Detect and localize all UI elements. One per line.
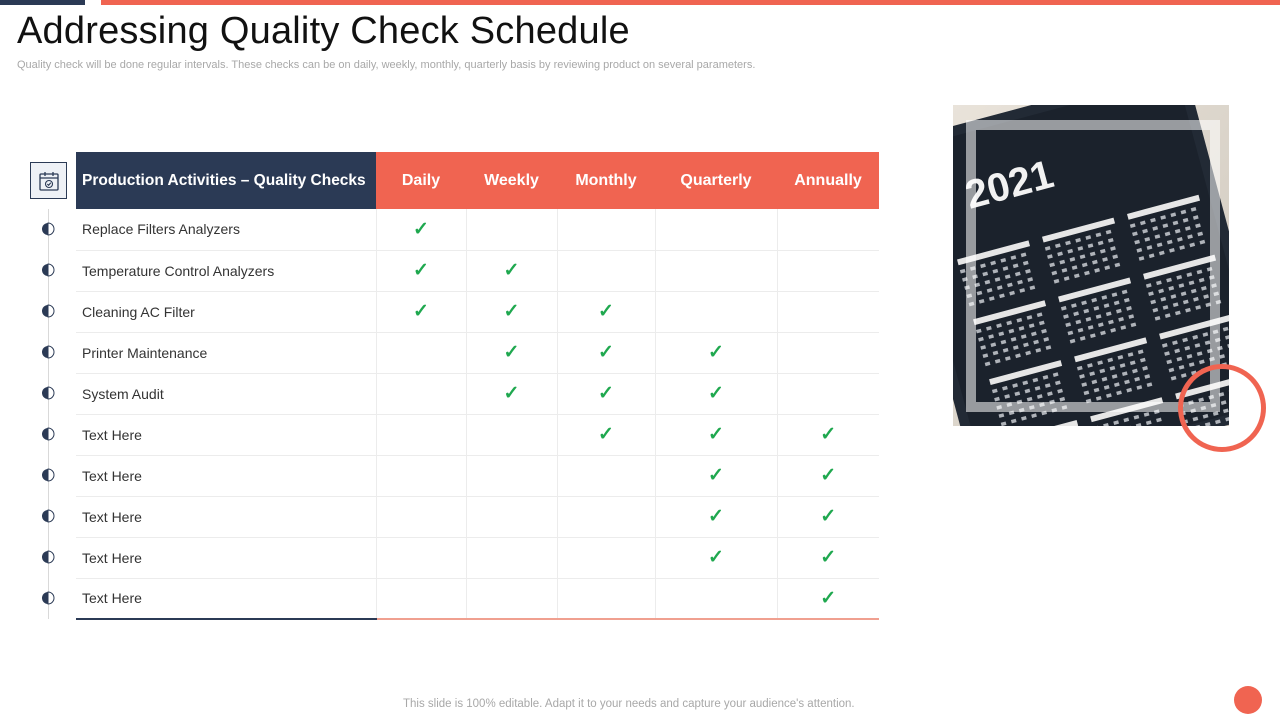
activity-cell: Cleaning AC Filter — [76, 291, 376, 332]
half-circle-bullet-icon — [41, 550, 55, 564]
check-cell-daily — [376, 537, 466, 578]
checkmark-icon: ✓ — [413, 260, 429, 281]
check-cell-quarterly — [655, 250, 777, 291]
check-cell-daily — [376, 373, 466, 414]
check-cell-daily — [376, 250, 466, 291]
check-cell-monthly — [557, 250, 655, 291]
checkmark-icon: ✓ — [503, 342, 520, 363]
checkmark-icon: ✓ — [503, 383, 520, 404]
checkmark-icon: ✓ — [503, 301, 520, 322]
table-row — [76, 209, 879, 250]
activity-cell: Replace Filters Analyzers — [76, 209, 376, 250]
checkmark-icon: ✓ — [708, 424, 724, 445]
check-cell-quarterly — [655, 291, 777, 332]
activity-cell: System Audit — [76, 373, 376, 414]
half-circle-bullet-icon — [41, 345, 55, 359]
column-header-annually: Annually — [777, 152, 879, 209]
check-cell-weekly — [466, 496, 557, 537]
corner-dot-decoration — [1234, 686, 1262, 714]
half-circle-bullet-icon — [41, 222, 55, 236]
check-cell-monthly — [557, 496, 655, 537]
table-header-row — [76, 152, 879, 209]
check-cell-weekly — [466, 250, 557, 291]
check-cell-annually — [777, 455, 879, 496]
table-row — [76, 291, 879, 332]
table-row — [76, 250, 879, 291]
activity-cell: Printer Maintenance — [76, 332, 376, 373]
column-header-weekly: Weekly — [466, 152, 557, 209]
check-cell-monthly — [557, 414, 655, 455]
checkmark-icon: ✓ — [820, 465, 837, 486]
check-cell-monthly — [557, 373, 655, 414]
half-circle-bullet-icon — [41, 591, 55, 605]
check-cell-annually — [777, 578, 879, 619]
check-cell-annually — [777, 209, 879, 250]
check-cell-annually — [777, 414, 879, 455]
table-row — [76, 455, 879, 496]
check-cell-quarterly — [655, 373, 777, 414]
column-header-monthly: Monthly — [557, 152, 655, 209]
checkmark-icon: ✓ — [820, 547, 837, 568]
half-circle-bullet-icon — [41, 509, 55, 523]
checkmark-icon: ✓ — [503, 260, 520, 281]
half-circle-bullet-icon — [41, 386, 55, 400]
check-cell-annually — [777, 250, 879, 291]
check-cell-annually — [777, 537, 879, 578]
activity-cell: Text Here — [76, 414, 376, 455]
quality-check-table — [76, 152, 879, 620]
check-cell-monthly — [557, 578, 655, 619]
check-cell-quarterly — [655, 578, 777, 619]
check-cell-daily — [376, 414, 466, 455]
checkmark-icon: ✓ — [708, 383, 724, 404]
table-row — [76, 332, 879, 373]
checkmark-icon: ✓ — [820, 506, 837, 527]
half-circle-bullet-icon — [41, 468, 55, 482]
check-cell-daily — [376, 496, 466, 537]
checkmark-icon: ✓ — [598, 383, 614, 404]
check-cell-quarterly — [655, 496, 777, 537]
activity-cell: Text Here — [76, 455, 376, 496]
decorative-ring — [1178, 364, 1266, 452]
check-cell-weekly — [466, 332, 557, 373]
check-cell-quarterly — [655, 455, 777, 496]
check-cell-monthly — [557, 291, 655, 332]
check-cell-quarterly — [655, 537, 777, 578]
column-header-quarterly: Quarterly — [655, 152, 777, 209]
checkmark-icon: ✓ — [598, 424, 614, 445]
half-circle-bullet-icon — [41, 427, 55, 441]
check-cell-monthly — [557, 332, 655, 373]
top-accent-bar-coral — [101, 0, 1280, 5]
top-accent-bar-navy — [0, 0, 85, 5]
check-cell-quarterly — [655, 414, 777, 455]
checkmark-icon: ✓ — [413, 301, 429, 322]
activity-cell: Text Here — [76, 578, 376, 619]
checkmark-icon: ✓ — [413, 218, 429, 240]
activity-cell: Text Here — [76, 496, 376, 537]
check-cell-monthly — [557, 209, 655, 250]
check-cell-weekly — [466, 537, 557, 578]
calendar-year-text: 2021 — [960, 152, 1059, 218]
check-cell-daily — [376, 455, 466, 496]
check-cell-weekly — [466, 455, 557, 496]
check-cell-monthly — [557, 537, 655, 578]
check-cell-daily — [376, 578, 466, 619]
slide-title: Addressing Quality Check Schedule — [17, 10, 630, 52]
table-row — [76, 373, 879, 414]
checkmark-icon: ✓ — [708, 547, 724, 568]
checkmark-icon: ✓ — [820, 424, 837, 445]
checkmark-icon: ✓ — [708, 506, 724, 527]
checkmark-icon: ✓ — [708, 465, 724, 486]
check-cell-daily — [376, 332, 466, 373]
half-circle-bullet-icon — [41, 304, 55, 318]
activity-cell: Temperature Control Analyzers — [76, 250, 376, 291]
check-cell-weekly — [466, 209, 557, 250]
column-header-activity: Production Activities – Quality Checks — [76, 152, 376, 209]
activity-cell: Text Here — [76, 537, 376, 578]
check-cell-daily — [376, 209, 466, 250]
check-cell-quarterly — [655, 209, 777, 250]
slide-subtitle: Quality check will be done regular intervals. These checks can be on daily, weekly, monthly, quarterly basis by reviewing product on several parameters. — [17, 59, 756, 71]
half-circle-bullet-icon — [41, 263, 55, 277]
check-cell-monthly — [557, 455, 655, 496]
checkmark-icon: ✓ — [598, 342, 614, 363]
check-cell-quarterly — [655, 332, 777, 373]
column-header-daily: Daily — [376, 152, 466, 209]
table-row — [76, 537, 879, 578]
check-cell-annually — [777, 373, 879, 414]
check-cell-weekly — [466, 373, 557, 414]
check-cell-annually — [777, 496, 879, 537]
check-cell-annually — [777, 291, 879, 332]
checkmark-icon: ✓ — [820, 587, 837, 609]
check-cell-weekly — [466, 578, 557, 619]
table-row — [76, 578, 879, 619]
calendar-photo — [953, 105, 1229, 426]
check-cell-weekly — [466, 291, 557, 332]
table-row — [76, 496, 879, 537]
check-cell-annually — [777, 332, 879, 373]
checkmark-icon: ✓ — [708, 342, 724, 363]
footer-note: This slide is 100% editable. Adapt it to your needs and capture your audience's attention. — [403, 698, 855, 710]
calendar-check-icon — [30, 162, 67, 199]
table-row — [76, 414, 879, 455]
check-cell-daily — [376, 291, 466, 332]
check-cell-weekly — [466, 414, 557, 455]
checkmark-icon: ✓ — [598, 301, 614, 322]
